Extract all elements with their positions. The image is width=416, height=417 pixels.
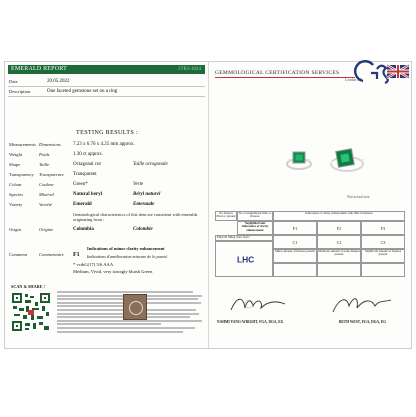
- shape-value: Octagonal cut: [73, 162, 101, 167]
- testing-results-title: TESTING RESULTS :: [76, 129, 138, 136]
- date-label: Date: [9, 79, 18, 84]
- colour-label-fr: Couleur: [39, 182, 55, 187]
- ring-image-icon: [285, 144, 369, 178]
- origin-value-fr: Colombie: [133, 227, 153, 232]
- species-value-fr: Béryl naturel: [133, 192, 161, 197]
- weight-label: Weight: [9, 152, 23, 157]
- union-flag-icon: [387, 65, 409, 78]
- variety-value-fr: Emeraude: [133, 202, 155, 207]
- measurements-label: Measurements: [9, 142, 36, 147]
- table-cell: [273, 263, 317, 277]
- divider: [8, 96, 205, 97]
- table-cell: Significant amount of fissures present: [361, 249, 405, 263]
- table-cell: Moderate amount of some fissures present: [317, 249, 361, 263]
- svg-text:LHC: LHC: [237, 254, 255, 265]
- table-cell: No fissures filled or present: [215, 211, 237, 221]
- comment-line1-fr: Indications d'amélioration mineure de la pureté.: [87, 254, 169, 259]
- description-label: Description: [9, 89, 31, 94]
- table-header: Indications of clarity enhancement with filler in fissures: [273, 211, 405, 221]
- cert-title: GEMMOLOGICAL CERTIFICATION SERVICES: [215, 70, 340, 76]
- origin-value: Colombia: [73, 227, 94, 232]
- transparency-label-fr: Transparence: [39, 172, 65, 177]
- clarity-table: [215, 211, 405, 277]
- colour-value: Green*: [73, 182, 88, 187]
- table-cell: C3: [361, 235, 405, 249]
- shape-value-fr: Taille octogonale: [133, 162, 168, 167]
- report-title: EMERALD REPORT: [11, 66, 67, 72]
- signature-icon: [227, 294, 297, 316]
- description-value: One faceted gemstone set on a ring: [47, 89, 118, 94]
- certificate-card: [4, 61, 412, 349]
- table-cell: F1: [273, 221, 317, 235]
- signer-2-name: BETH WEST, FGA, DGA, EG: [339, 320, 387, 324]
- origin-label: Origin: [9, 227, 21, 232]
- shape-label-fr: Taille: [39, 162, 50, 167]
- transparency-label: Transparency: [9, 172, 34, 177]
- cert-location: London UK: [345, 78, 363, 82]
- report-number: 2TR3-1024: [177, 67, 201, 72]
- table-cell: [317, 263, 361, 277]
- variety-label: Variety: [9, 202, 23, 207]
- colour-value-fr: Verte: [133, 182, 144, 187]
- lhc-logo-icon: [237, 252, 255, 266]
- species-label: Species: [9, 192, 24, 197]
- species-label-fr: Minéral: [39, 192, 54, 197]
- table-cell: Emerald filling chart from :: [215, 235, 273, 241]
- comment-line1: Indications of minor clarity enhancement: [87, 246, 165, 251]
- qr-code-icon[interactable]: [11, 292, 51, 332]
- table-cell: C2: [317, 235, 361, 249]
- shape-label: Shape: [9, 162, 21, 167]
- transparency-value: Transparent: [73, 172, 97, 177]
- signer-1-name: NAHMI YANG-WRIGHT, FGA, DGA, EG: [217, 320, 284, 324]
- signature-icon: [327, 294, 397, 316]
- title-underline: [215, 77, 355, 78]
- table-cell: [361, 263, 405, 277]
- table-cell: F2: [317, 221, 361, 235]
- weight-label-fr: Poids: [39, 152, 50, 157]
- origin-label-fr: Origine: [39, 227, 54, 232]
- certification-panel: [209, 62, 411, 348]
- comment-label-fr: Commentaire: [39, 252, 64, 257]
- measurements-label-fr: Dimensions: [39, 142, 61, 147]
- table-cell: No or insignificant filler or fissures: [237, 211, 273, 221]
- scan-share-label: SCAN & SHARE !: [11, 284, 45, 289]
- colour-label: Colour: [9, 182, 22, 187]
- variety-value: Emerald: [73, 202, 92, 207]
- report-header-bar: [8, 65, 205, 74]
- table-cell: C1: [273, 235, 317, 249]
- seal-icon: [123, 294, 147, 320]
- date-value: 20.05.2022: [47, 79, 70, 84]
- weight-value: 1.30 ct approx.: [73, 152, 103, 157]
- comment-label: Comment: [9, 252, 28, 257]
- comment-grade: F1: [73, 252, 80, 258]
- emerald-report-panel: [5, 62, 209, 348]
- table-cell: F3: [361, 221, 405, 235]
- variety-label-fr: Variété: [39, 202, 53, 207]
- table-cell: Negligible/Faint Indications of clarity enhancement: [237, 221, 273, 235]
- origin-text: Gemmological characteristics of this item are consistent with emeralds originating from :: [73, 212, 198, 223]
- gcs-logo-icon: [357, 59, 411, 87]
- comment-line3: Medium, Vivid, very strongly bluish Green: [73, 269, 153, 274]
- table-cell: [215, 241, 273, 277]
- table-cell: Minor amount of fissures present: [273, 249, 317, 263]
- measurements-value: 7.23 x 6.76 x 4.25 mm approx.: [73, 142, 135, 147]
- species-value: Natural beryl: [73, 192, 103, 197]
- not-actual-size-note: Not actual size: [347, 195, 370, 199]
- divider: [8, 86, 205, 87]
- comment-line2: * vctbG(17) 5/6 AAA: [73, 262, 114, 267]
